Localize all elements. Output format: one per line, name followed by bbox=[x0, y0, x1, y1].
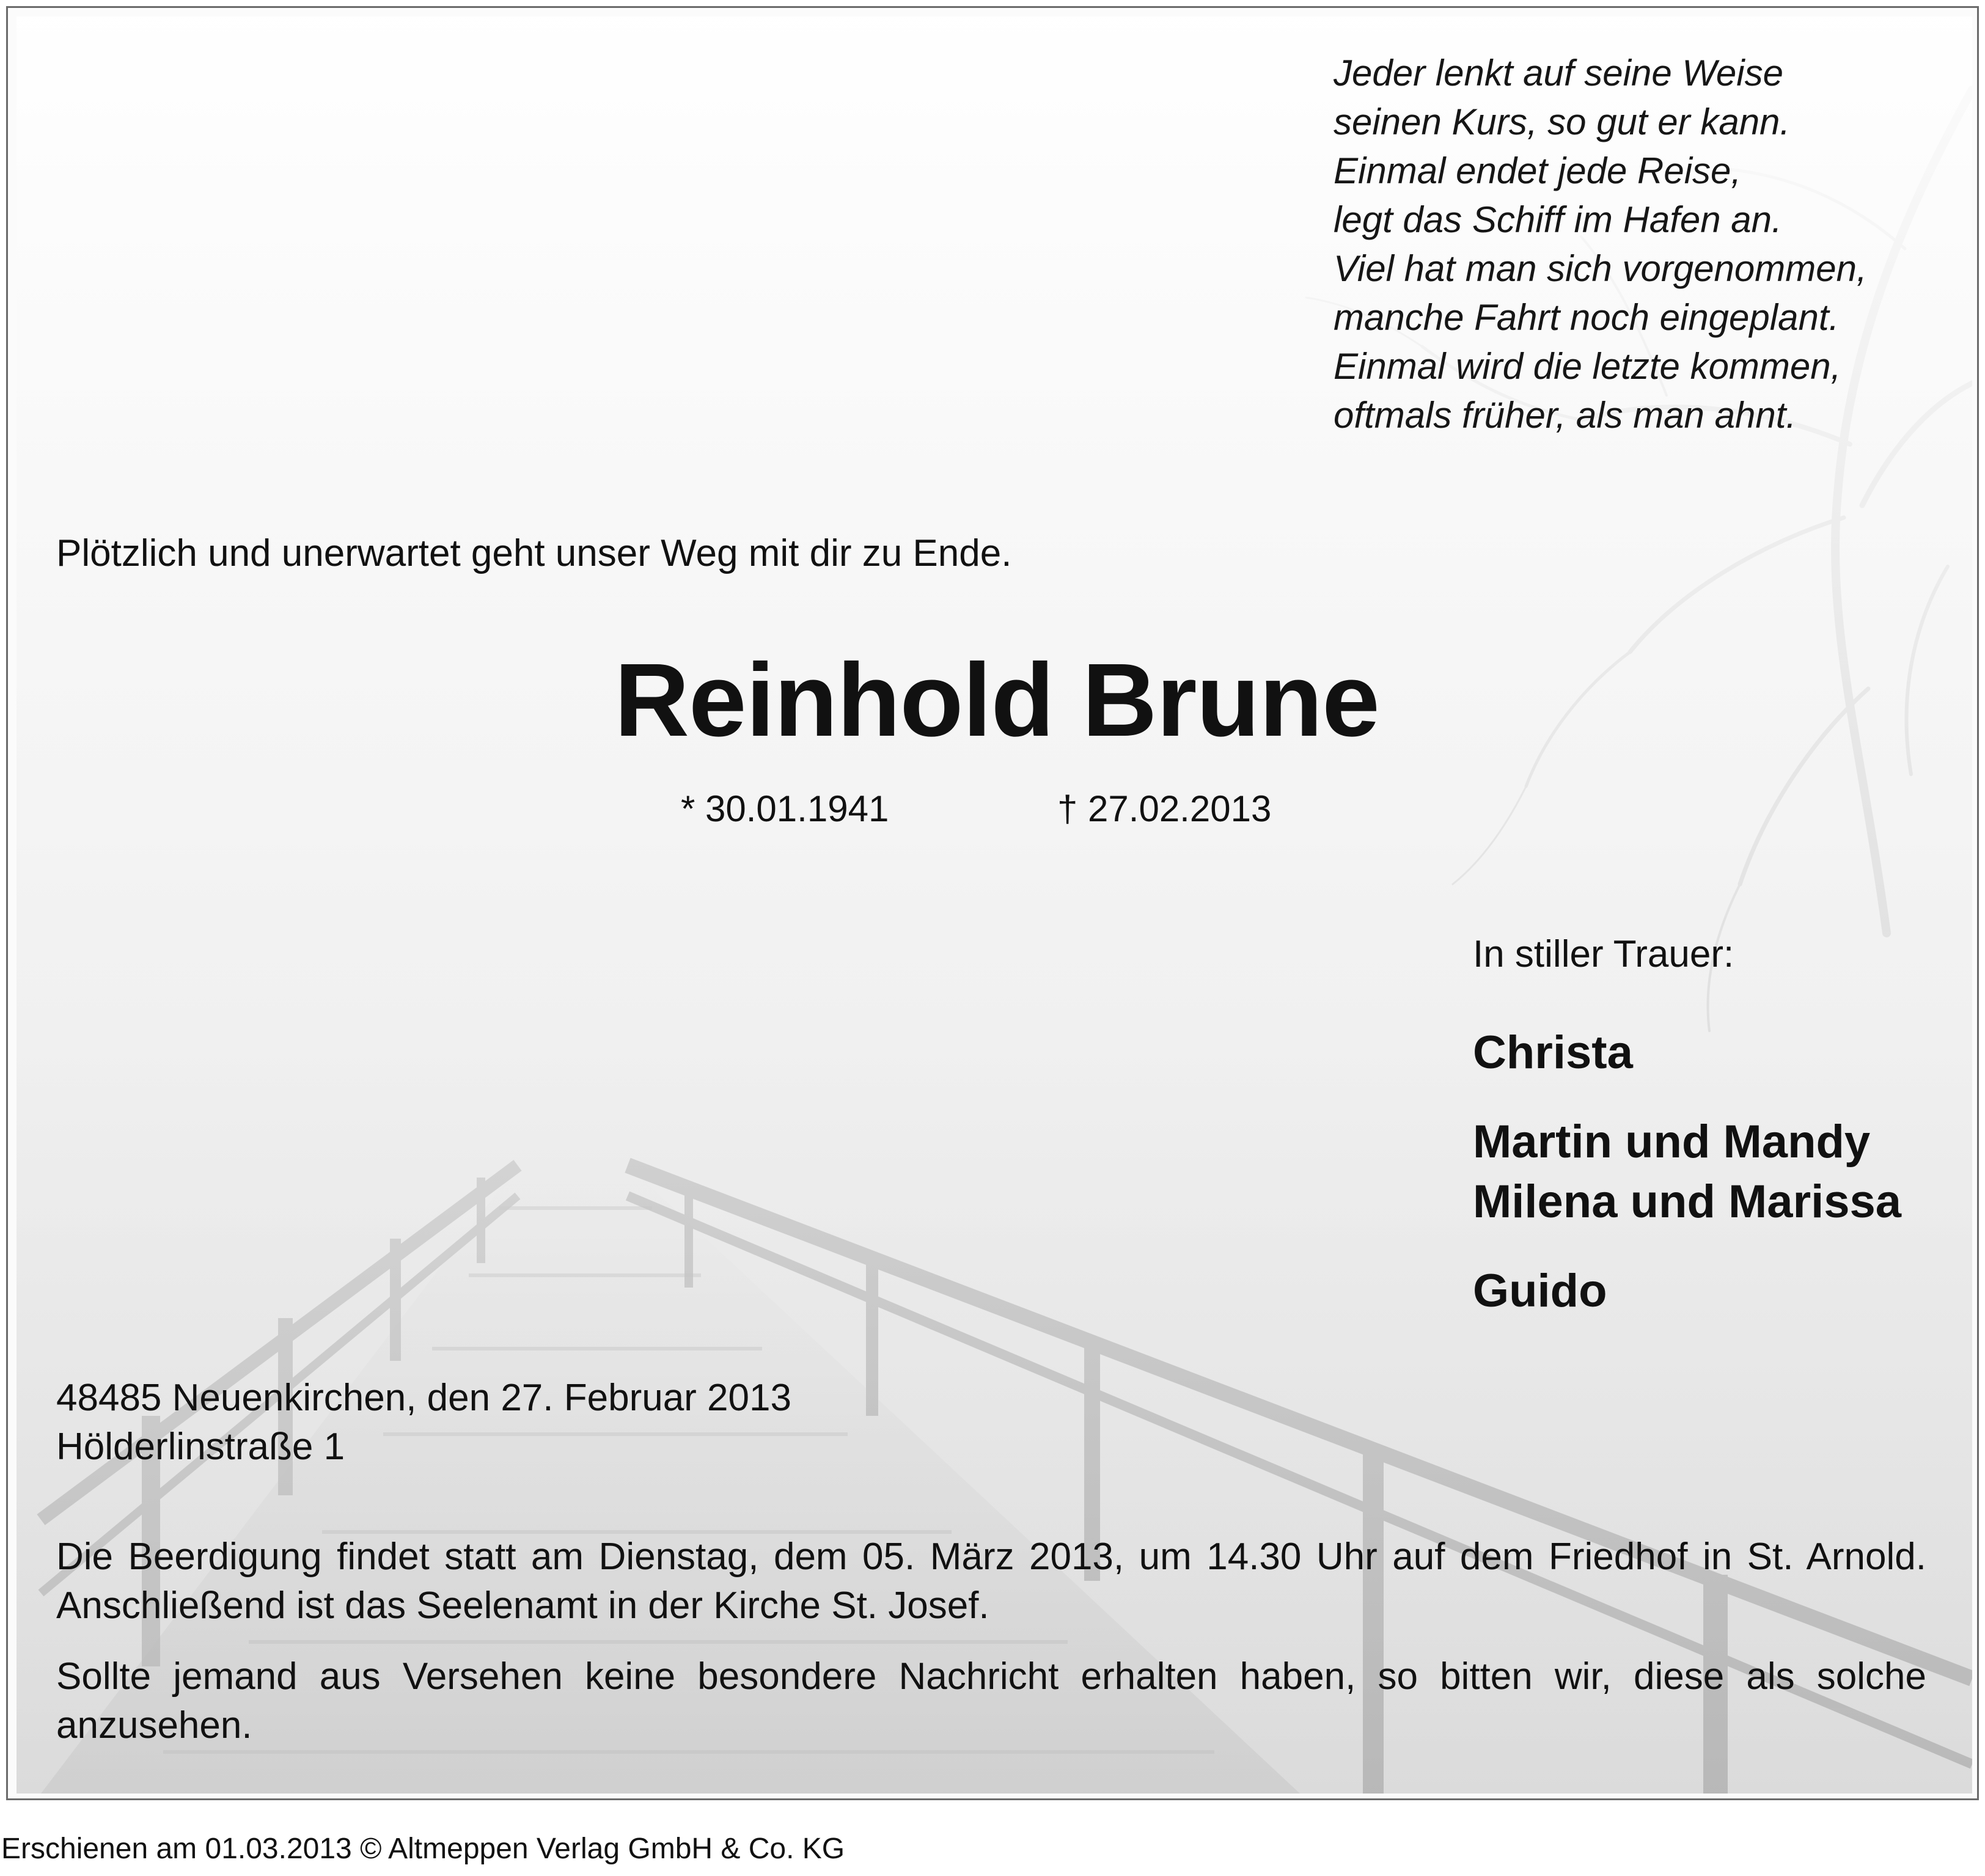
mourner-name: Milena und Marissa bbox=[1473, 1176, 1902, 1228]
poem-line: legt das Schiff im Hafen an. bbox=[1334, 199, 1782, 240]
intro-sentence: Plötzlich und unerwartet geht unser Weg mit dir zu Ende. bbox=[56, 532, 1012, 574]
address-line-street: Hölderlinstraße 1 bbox=[56, 1426, 345, 1468]
mourner-name: Martin und Mandy bbox=[1473, 1116, 1871, 1168]
address-line-place-date: 48485 Neuenkirchen, den 27. Februar 2013 bbox=[56, 1377, 791, 1419]
poem-line: Einmal endet jede Reise, bbox=[1334, 150, 1742, 191]
poem-line: seinen Kurs, so gut er kann. bbox=[1334, 101, 1791, 142]
death-date: † 27.02.2013 bbox=[1057, 788, 1272, 829]
poem bbox=[1334, 49, 1957, 440]
funeral-announcement: Die Beerdigung findet statt am Dienstag, dem 05. März 2013, um 14.30 Uhr auf dem Friedhof in St. Arnold. Anschließend ist das Seelenamt in der Kirche St. Josef. bbox=[56, 1536, 1926, 1627]
publication-footer: Erschienen am 01.03.2013 © Altmeppen Verlag GmbH & Co. KG bbox=[1, 1833, 845, 1865]
poem-line: Einmal wird die letzte kommen, bbox=[1334, 346, 1841, 387]
poem-line: Viel hat man sich vorgenommen, bbox=[1334, 248, 1867, 289]
poem-line: Jeder lenkt auf seine Weise bbox=[1334, 53, 1783, 93]
poem-line: manche Fahrt noch eingeplant. bbox=[1334, 297, 1840, 338]
poem-line: oftmals früher, als man ahnt. bbox=[1334, 395, 1797, 436]
mourner-name: Christa bbox=[1473, 1027, 1633, 1079]
notice-paragraph: Sollte jemand aus Versehen keine besondere Nachricht erhalten haben, so bitten wir, diese als solche anzusehen. bbox=[56, 1655, 1926, 1746]
birth-date: * 30.01.1941 bbox=[681, 788, 889, 829]
address bbox=[56, 1374, 791, 1471]
mourners-label: In stiller Trauer: bbox=[1473, 933, 1734, 975]
deceased-name: Reinhold Brune bbox=[614, 642, 1379, 758]
mourner-name: Guido bbox=[1473, 1265, 1607, 1317]
